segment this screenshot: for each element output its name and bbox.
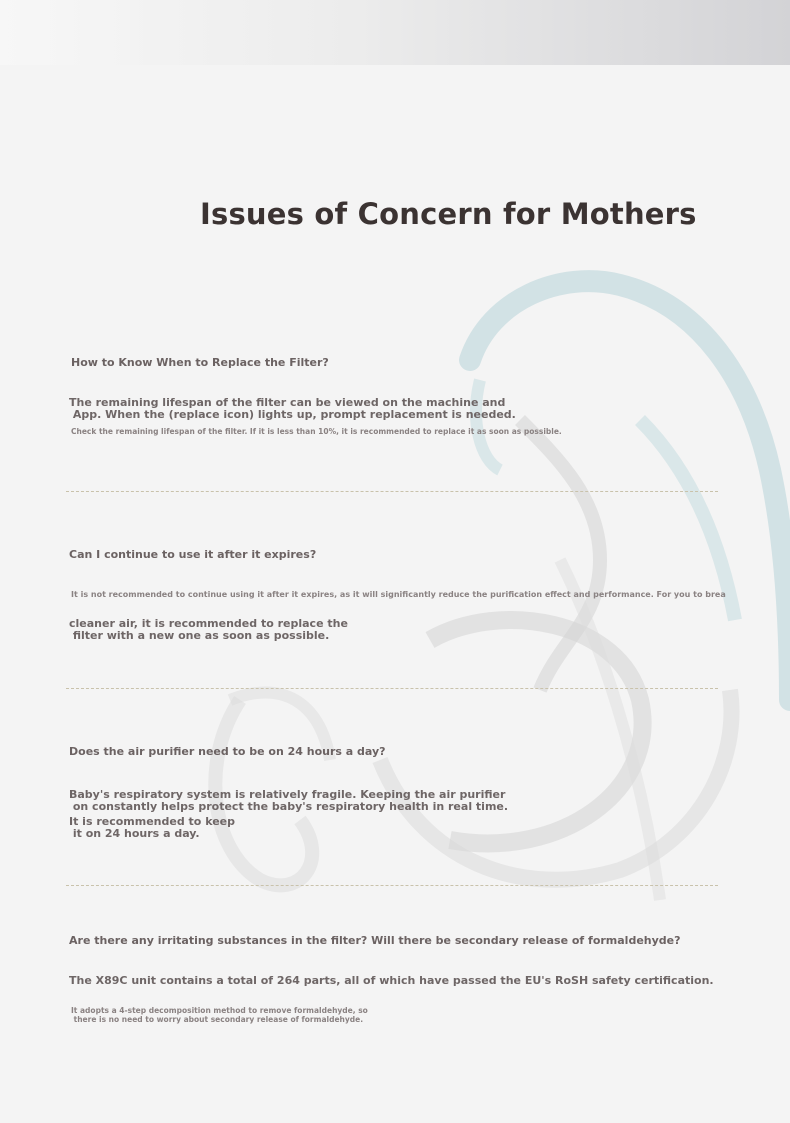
faq-note-2: It is not recommended to continue using it after it expires, as it will significantly reduce the purification effect and performance. For you to brea — [71, 590, 726, 599]
faq-answer-4: The X89C unit contains a total of 264 parts, all of which have passed the EU's RoSH safety certification. — [69, 974, 714, 987]
faq-answer-3b: It is recommended to keep it on 24 hours a day. — [69, 815, 236, 840]
page-title: Issues of Concern for Mothers — [200, 197, 697, 231]
faq-answer-1: The remaining lifespan of the filter can be viewed on the machine and App. When the (replace icon) lights up, prompt replacement is needed. — [69, 396, 516, 421]
faq-answer-2: cleaner air, it is recommended to replace the filter with a new one as soon as possible. — [69, 617, 348, 642]
faq-question-3: Does the air purifier need to be on 24 hours a day? — [69, 745, 386, 758]
faq-note-1: Check the remaining lifespan of the filter. If it is less than 10%, it is recommended to replace it as soon as possible. — [71, 427, 562, 436]
section-divider — [66, 688, 718, 689]
section-divider — [66, 885, 718, 886]
faq-answer-3: Baby's respiratory system is relatively fragile. Keeping the air purifier on constantly helps protect the baby's respiratory health in real time. — [69, 788, 509, 813]
faq-question-4: Are there any irritating substances in the filter? Will there be secondary release of formaldehyde? — [69, 934, 681, 947]
faq-note-4: It adopts a 4-step decomposition method to remove formaldehyde, so there is no need to worry about secondary release of formaldehyde. — [71, 1006, 368, 1024]
section-divider — [66, 491, 718, 492]
faq-question-1: How to Know When to Replace the Filter? — [71, 356, 329, 369]
faq-question-2: Can I continue to use it after it expires? — [69, 548, 317, 561]
